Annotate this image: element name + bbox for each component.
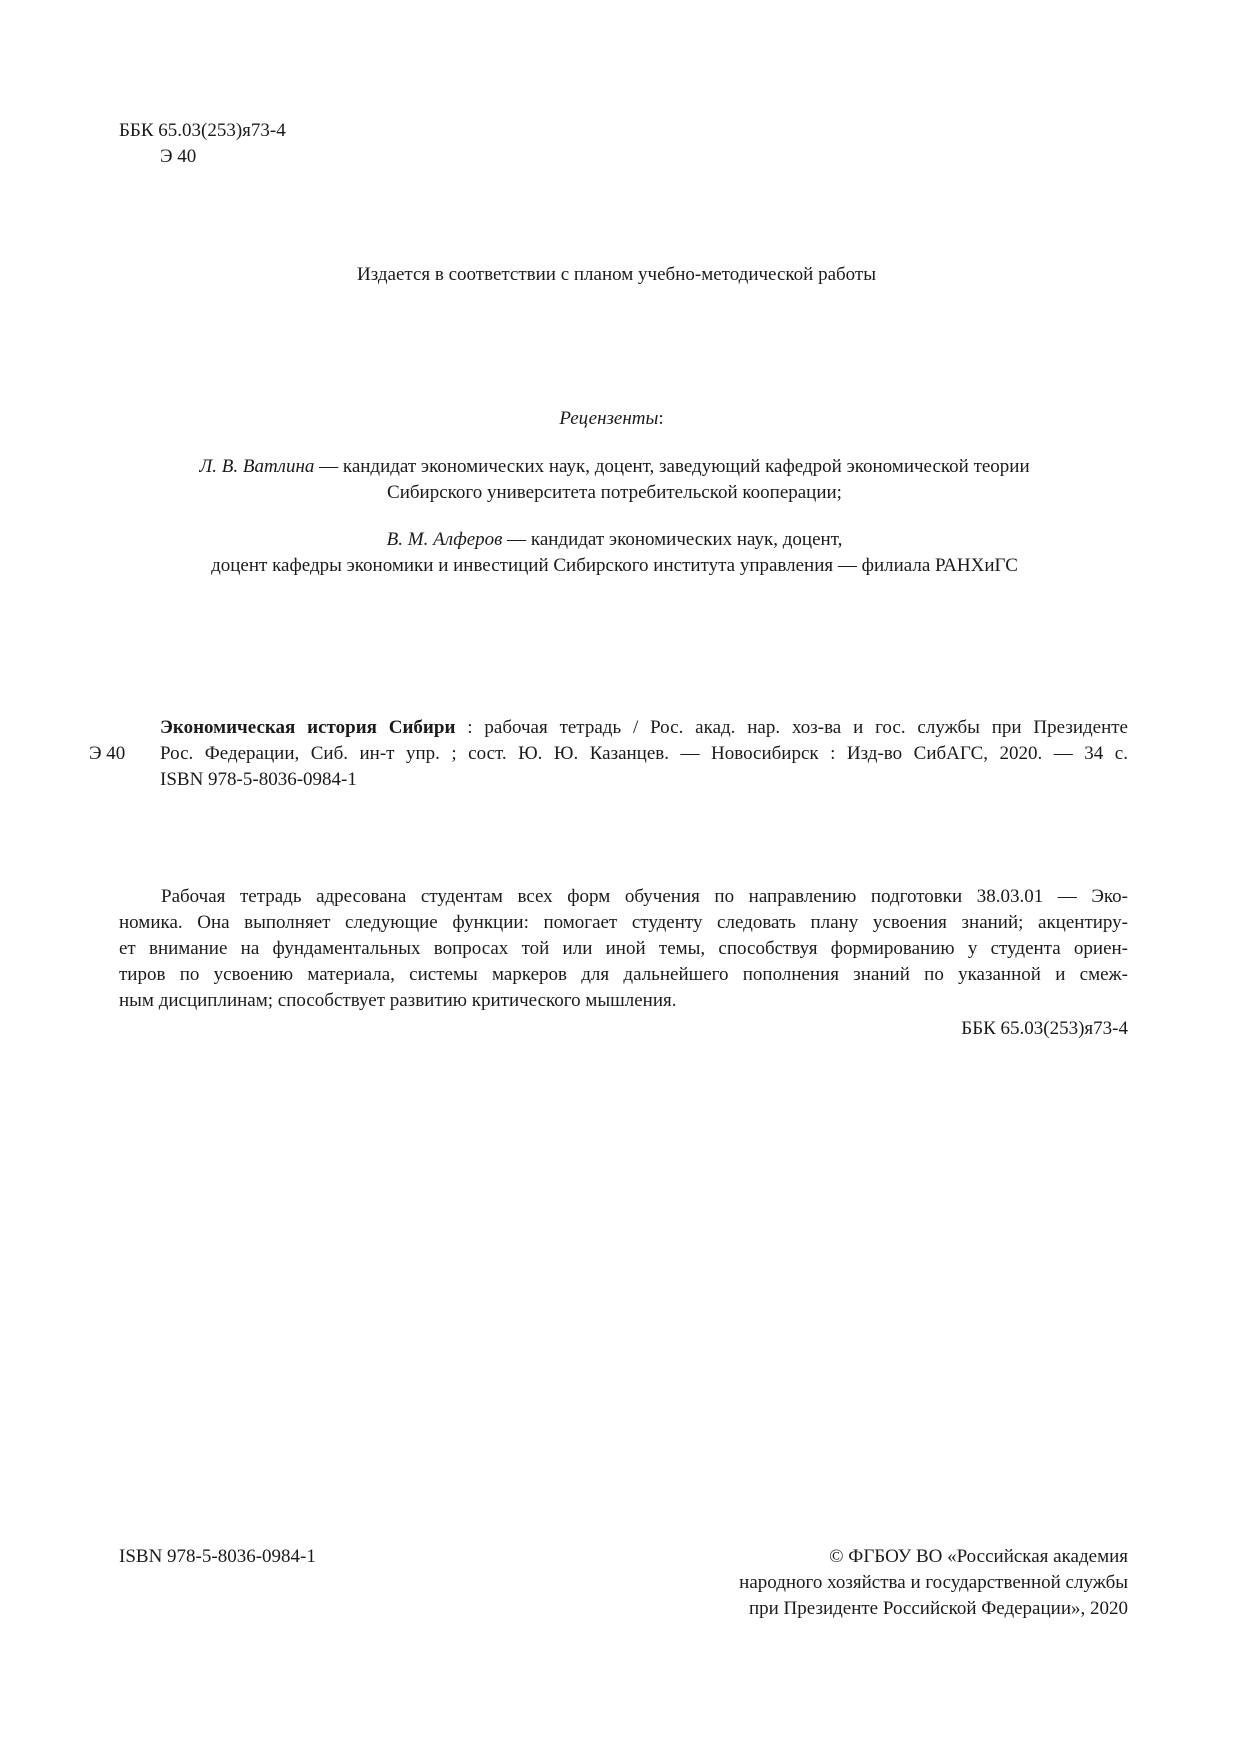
copyright-line-1: © ФГБОУ ВО «Российская академия (829, 1546, 1128, 1567)
catalog-entry (160, 715, 1128, 793)
reviewer-2-desc: — кандидат экономических наук, доцент, (502, 529, 843, 550)
catalog-line-1 (160, 715, 1128, 741)
annotation-line-4: тиров по усвоению материала, системы маркеров для дальнейшего пополнения знаний по указанной и смеж- (119, 964, 1128, 985)
reviewer-1-line1 (0, 454, 1235, 480)
reviewer-1-line2: Сибирского университета потребительской кооперации; (387, 482, 842, 503)
reviewers-heading-colon: : (658, 408, 664, 429)
catalog-mark: Э 40 (89, 743, 126, 764)
catalog-isbn: ISBN 978-5-8036-0984-1 (160, 769, 357, 790)
annotation-line-3: ет внимание на фундаментальных вопросах той или иной темы, способствуя формированию у студента ориен- (119, 938, 1128, 959)
author-mark: Э 40 (160, 146, 197, 167)
reviewer-1-desc: — кандидат экономических наук, доцент, заведующий кафедрой экономической теории (314, 456, 1030, 477)
copyright-line-2: народного хозяйства и государственной службы (739, 1572, 1128, 1593)
publication-note: Издается в соответствии с планом учебно-методической работы (357, 264, 876, 285)
reviewer-2-line2: доцент кафедры экономики и инвестиций Сибирского института управления — филиала РАНХиГС (211, 555, 1018, 576)
reviewer-1-name: Л. В. Ватлина (199, 456, 315, 477)
copyright-line-3: при Президенте Российской Федерации», 2020 (748, 1598, 1128, 1619)
bbk-code: ББК 65.03(253)я73-4 (119, 120, 286, 141)
annotation-line-5: ным дисциплинам; способствует развитию критического мышления. (119, 990, 677, 1011)
catalog-line-1-rest: : рабочая тетрадь / Рос. акад. нар. хоз-ва и гос. службы при Президенте (455, 717, 1128, 738)
reviewer-2-line1 (0, 527, 1235, 553)
reviewers-heading-text: Рецензенты (559, 408, 659, 429)
catalog-line-2: Рос. Федерации, Сиб. ин-т упр. ; сост. Ю. Ю. Казанцев. — Новосибирск : Изд-во СибАГС, 2020. — 34 с. (160, 743, 1128, 764)
catalog-title: Экономическая история Сибири (160, 717, 456, 738)
footer-isbn: ISBN 978-5-8036-0984-1 (119, 1546, 316, 1567)
reviewer-2-name: В. М. Алферов (386, 529, 503, 550)
annotation-bbk: ББК 65.03(253)я73-4 (961, 1018, 1128, 1039)
reviewers-heading (0, 406, 1232, 432)
annotation-line-2: номика. Она выполняет следующие функции: помогает студенту следовать плану усвоения знаний; акцентиру- (119, 912, 1128, 933)
annotation-line-1: Рабочая тетрадь адресована студентам всех форм обучения по направлению подготовки 38.03.01 — Эко- (161, 886, 1128, 907)
annotation (119, 884, 1128, 1014)
